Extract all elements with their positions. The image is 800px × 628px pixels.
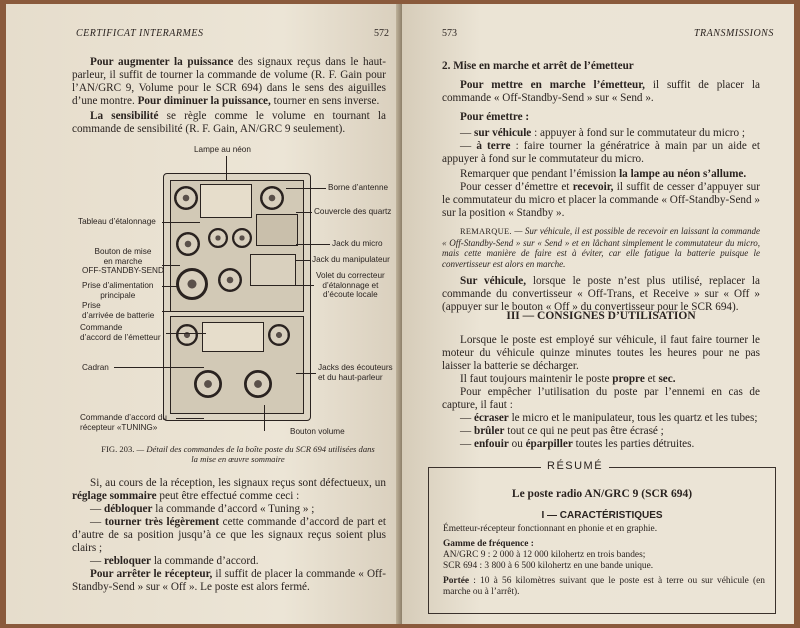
- left-page-number: 572: [374, 28, 389, 39]
- leader-bouton-volume: [264, 405, 265, 431]
- resume-heading: Le poste radio AN/GRC 9 (SCR 694): [511, 488, 693, 500]
- dial-window: [202, 322, 264, 352]
- label-commande-tuning: Commande d’accord du récepteur «TUNING»: [80, 413, 167, 432]
- label-couvercle: Couvercle des quartz: [314, 207, 392, 216]
- jacks-knob: [268, 324, 290, 346]
- supply-plug: [176, 268, 208, 300]
- left-page: [6, 4, 402, 624]
- leader-bouton-mise: [162, 265, 180, 266]
- volume-knob: [244, 370, 272, 398]
- calibration-flap: [250, 254, 296, 286]
- phone-knob: [232, 228, 252, 248]
- label-borne: Borne d’antenne: [328, 183, 389, 192]
- paragraph-puissance: Pour augmenter la puissance des signaux reçus dans le haut-parleur, il suffit de tourner la commande de volume (R. F. Gain pour l’AN/GRC 9, Volume pour le SCR 694) dans le sens des aiguilles d’une montre. Pour diminuer la puissance, tourner en sens inverse. La sensibilité se règle comme le volume en tournant la commande de sensibilité (R. F. Gain, AN/GRC 9 seulement).: [72, 56, 387, 135]
- leader-cadran: [114, 367, 204, 368]
- calibration-table: [200, 184, 252, 218]
- freq-knob: [218, 268, 242, 292]
- tuning-knob: [194, 370, 222, 398]
- right-running-header: TRANSMISSIONS: [694, 28, 774, 39]
- figure-caption: FIG. 203. — Détail des commandes de la boîte poste du SCR 694 utilisées dans la mise en œuvre sommaire: [101, 444, 375, 464]
- label-prise-alim: Prise d’alimentation principale: [82, 281, 154, 300]
- carac-body: Émetteur-récepteur fonctionnant en phonie et en graphie. Gamme de fréquence : AN/GRC 9 : 2 000 à 12 000 kilohertz en trois bandes; SCR 694 : 3 800 à 6 500 kilohertz en une bande unique. Portée : 10 à 56 kilomètres suivant que le poste est à terre ou sur véhicule (en marche ou à l’arrêt).: [443, 524, 765, 597]
- section3-title: III — CONSIGNES D’UTILISATION: [506, 310, 696, 322]
- leader-borne: [286, 188, 326, 189]
- leader-lampe: [226, 156, 227, 180]
- leader-couvercle: [296, 212, 312, 213]
- label-lampe: Lampe au néon: [194, 145, 251, 154]
- resume-title: RÉSUMÉ: [541, 460, 609, 472]
- power-knob: [176, 232, 200, 256]
- leader-commande-tuning: [176, 418, 204, 419]
- figure-203: [64, 145, 396, 445]
- antenna-knob: [260, 186, 284, 210]
- label-tableau: Tableau d’étalonnage: [78, 217, 156, 226]
- label-prise-batt: Prise d’arrivée de batterie: [82, 301, 155, 320]
- leader-jack-manip: [296, 260, 310, 261]
- meter-knob: [174, 186, 198, 210]
- label-jack-manip: Jack du manipulateur: [312, 255, 390, 264]
- leader-jacks-ecouteurs: [296, 373, 316, 374]
- right-page-number: 573: [442, 28, 457, 39]
- carac-title: I — CARACTÉRISTIQUES: [541, 510, 663, 521]
- band-knob: [208, 228, 228, 248]
- section-consignes: Lorsque le poste est employé sur véhicule, il faut faire tourner le moteur du véhicule quinze minutes toutes les heures pour ne pas laisser la batterie se décharger. Il faut toujours maintenir le poste propre et sec. Pour empêcher l’utilisation du poste par l’ennemi en cas de capture, il faut : — écraser le micro et le manipulateur, tous les quartz et les tubes; — brûler tout ce qui ne peut pas être écrasé ; — enfouir ou éparpiller toutes les parties détruites.: [442, 334, 760, 450]
- label-commande-accord: Commande d’accord de l’émetteur: [80, 323, 161, 342]
- label-jacks-ecouteurs: Jacks des écouteurs et du haut-parleur: [318, 363, 393, 382]
- leader-prise-batt: [162, 311, 182, 312]
- label-bouton-volume: Bouton volume: [290, 427, 345, 436]
- section2-title: 2. Mise en marche et arrêt de l’émetteur: [442, 60, 634, 72]
- leader-commande-accord: [166, 333, 206, 334]
- right-page: [402, 4, 794, 624]
- resume-box: [428, 460, 776, 614]
- label-jack-micro: Jack du micro: [332, 239, 383, 248]
- section-mise-en-marche: 2. Mise en marche et arrêt de l’émetteur Pour mettre en marche l’émetteur, il suffit de placer la commande « Off-Standby-Send » sur « Send ». Pour émettre : — sur véhicule : appuyer à fond sur le commutateur du micro ; — à terre : faire tourner la génératrice à main par un aide et appuyer à fond sur le commutateur du micro. Remarquer que pendant l’émission la lampe au néon s’allume. Pour cesser d’émettre et recevoir, il suffit de cesser d’appuyer sur le commutateur du micro et placer la commande « Off-Standby-Send » sur la position « Standby ». REMARQUE. — Sur véhicule, il est possible de recevoir en laissant la commande « Off-Standby-Send » sur « Send » et en lâchant simplement le commutateur du micro, mais cette manière de faire est à éviter, car elle fatigue la batterie puisque le convertisseur est alors en marche. Sur véhicule, lorsque le poste n’est plus utilisé, replacer la commande du convertisseur « Off-Trans, et Receive » sur « Off » (appuyer sur le bouton « Off » du convertisseur pour le SCR 694).: [442, 60, 761, 314]
- quartz-cover: [256, 214, 298, 246]
- paragraph-reglage: Si, au cours de la réception, les signaux reçus sont défectueux, un réglage sommaire peut être effectué comme ceci : — débloquer la commande d’accord « Tuning » ; — tourner très légèrement cette commande d’accord de part et d’autre de sa position jusqu’à ce que les signaux reçus soient plus clairs ; — rebloquer la commande d’accord. Pour arrêter le récepteur, il suffit de placer la commande « Off-Standby-Send » sur « Off ». Le poste est alors fermé.: [72, 477, 387, 593]
- label-bouton-mise: Bouton de mise en marche OFF-STANDBY-SEND: [82, 247, 164, 275]
- label-volet: Volet du correcteur d’étalonnage et d’écoute locale: [316, 271, 385, 299]
- tuning-gnd-knob: [176, 324, 198, 346]
- leader-jack-micro: [296, 244, 330, 245]
- left-running-header: CERTIFICAT INTERARMES: [76, 28, 204, 39]
- leader-volet: [292, 285, 314, 286]
- leader-prise-alim: [162, 286, 178, 287]
- radio-set-diagram: [163, 173, 311, 421]
- label-cadran: Cadran: [82, 363, 109, 372]
- leader-tableau: [162, 222, 200, 223]
